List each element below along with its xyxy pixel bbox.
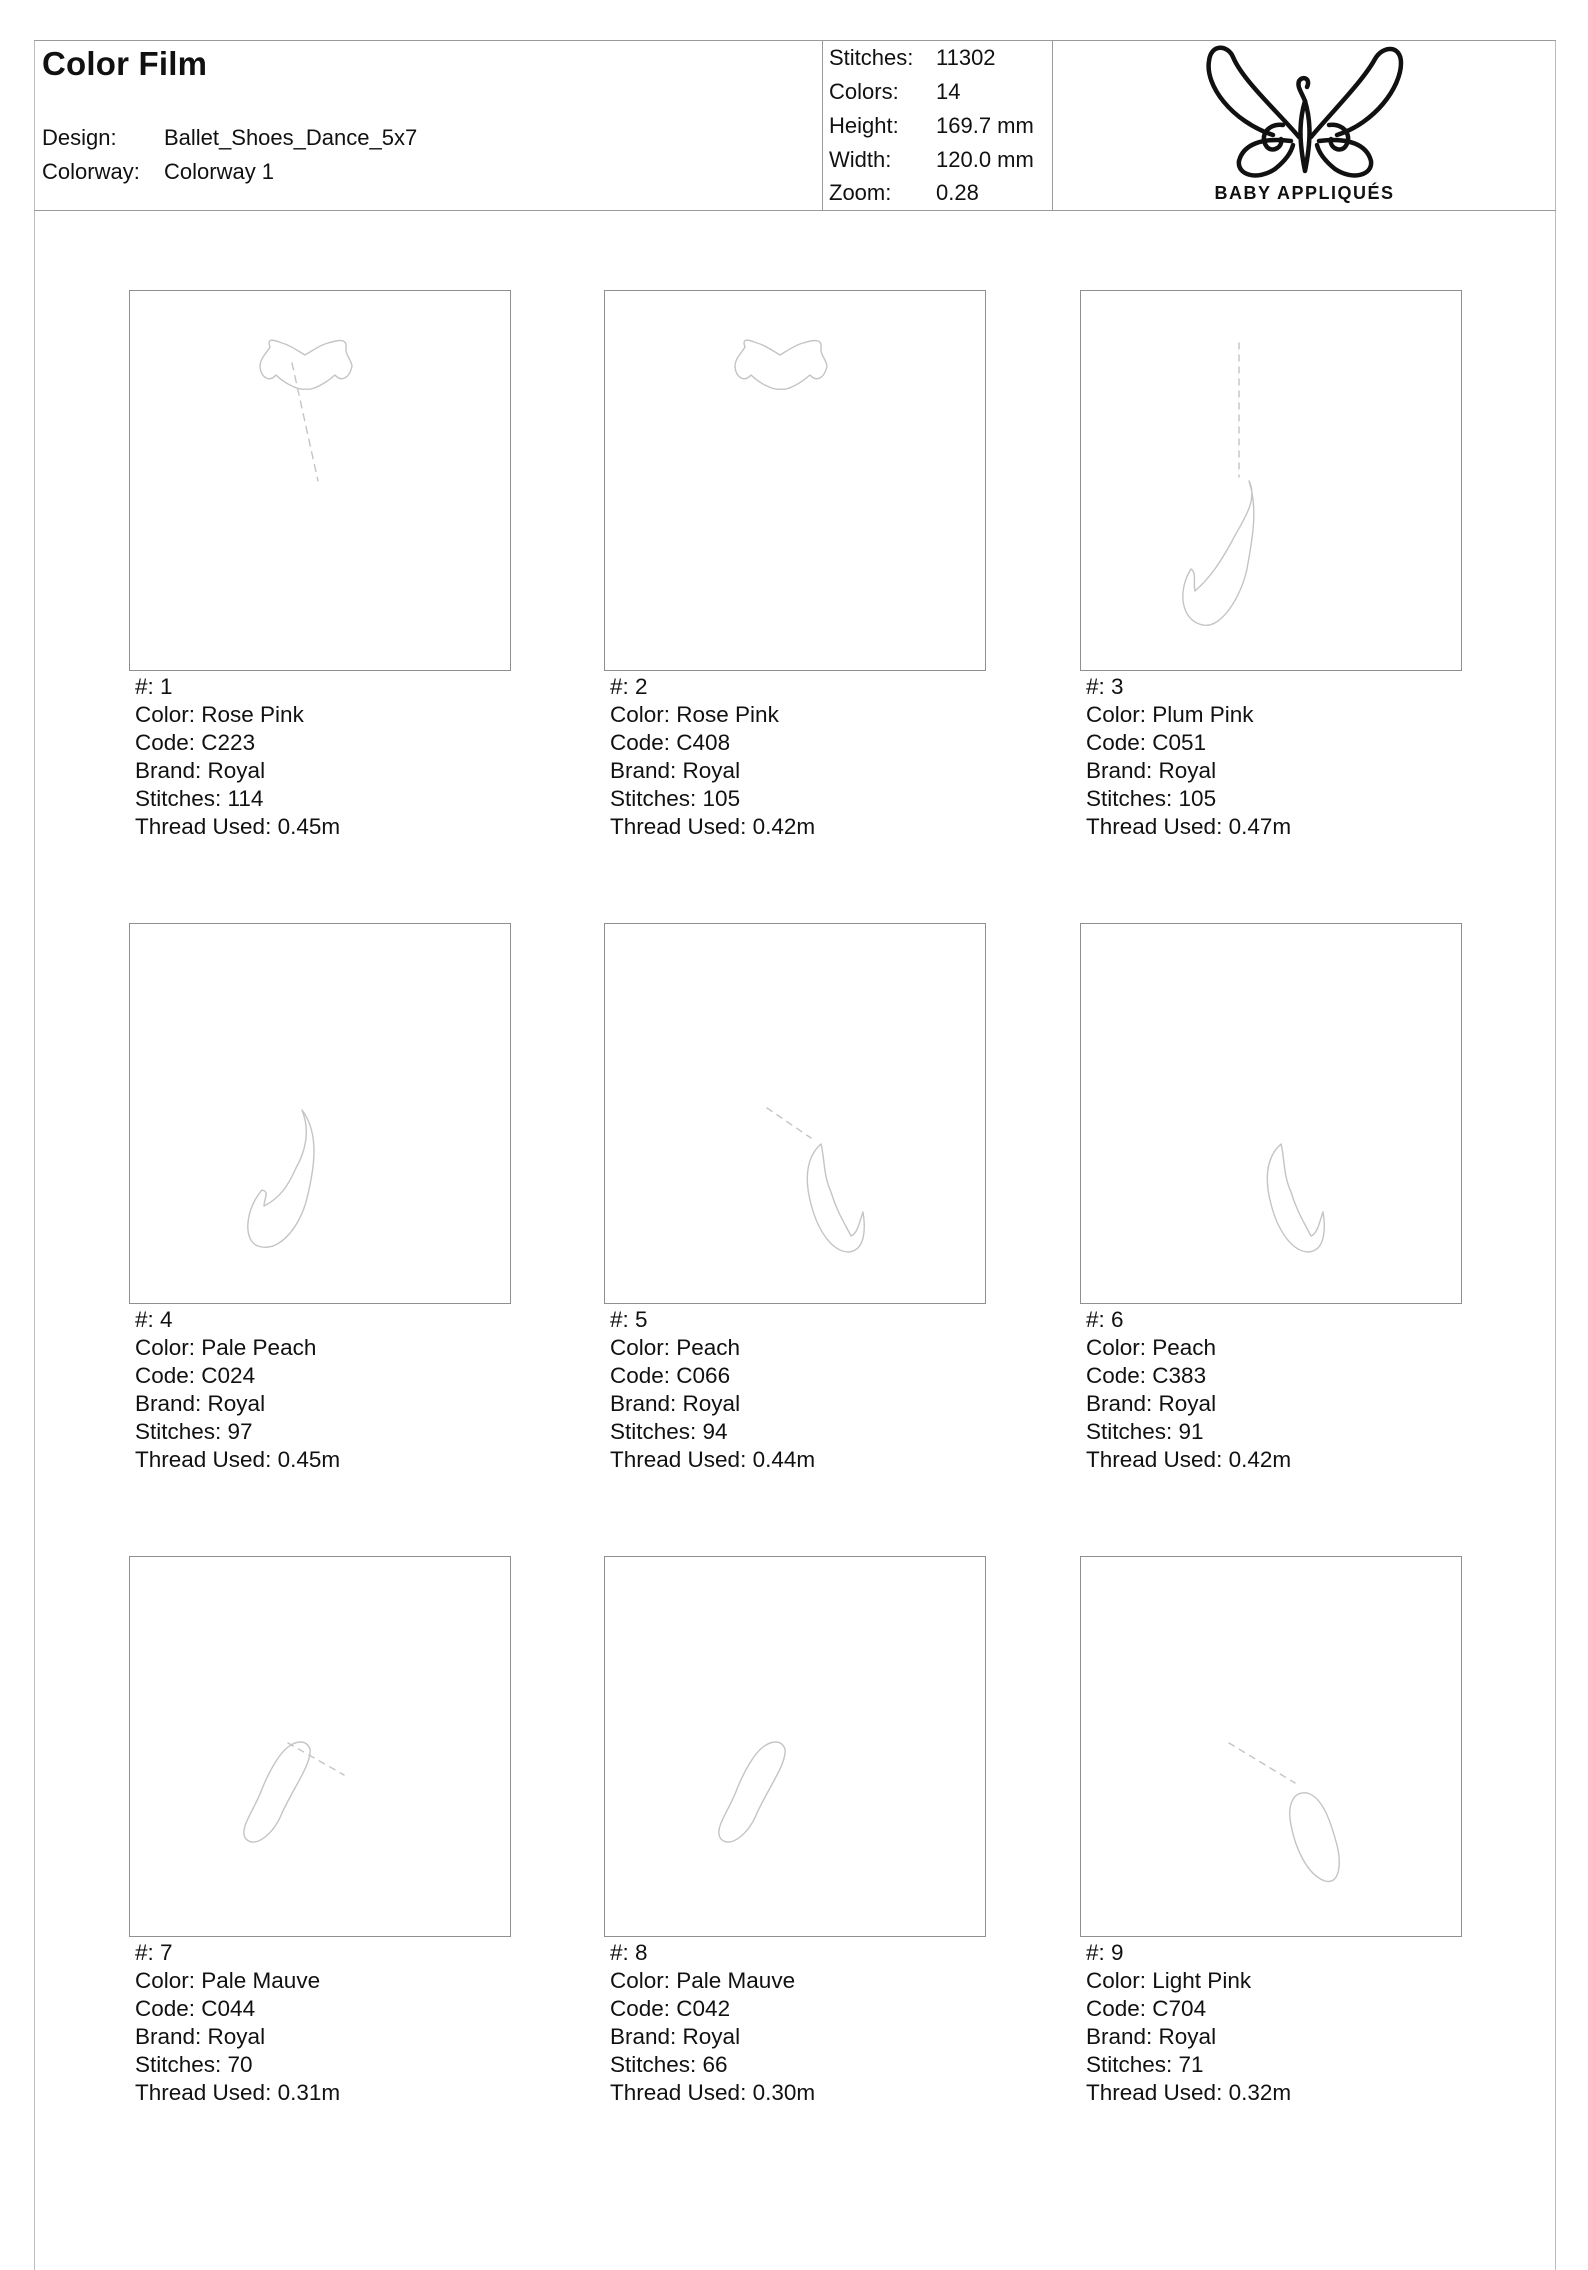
thread-brand: Brand: Royal bbox=[135, 758, 266, 783]
thread-stitches: Stitches: 97 bbox=[135, 1419, 253, 1444]
stat-label: Colors: bbox=[829, 79, 899, 104]
stat-zoom bbox=[829, 176, 979, 210]
butterfly-logo-icon bbox=[1053, 41, 1556, 210]
thread-color: Color: Rose Pink bbox=[610, 702, 779, 727]
brand-logo bbox=[1053, 41, 1556, 210]
stat-value: 14 bbox=[936, 79, 961, 104]
stat-stitches bbox=[829, 41, 996, 75]
thread-code: Code: C383 bbox=[1086, 1363, 1207, 1388]
thread-color: Color: Pale Mauve bbox=[610, 1968, 796, 1993]
stitch-preview bbox=[129, 290, 511, 671]
thread-used: Thread Used: 0.45m bbox=[135, 1447, 341, 1472]
thread-number: #: 6 bbox=[1086, 1307, 1124, 1332]
stitch-outline-icon bbox=[130, 1557, 512, 1938]
stat-colors bbox=[829, 75, 960, 109]
stat-value: 169.7 mm bbox=[936, 113, 1034, 138]
thread-code: Code: C704 bbox=[1086, 1996, 1207, 2021]
thread-color: Color: Peach bbox=[610, 1335, 741, 1360]
thread-number: #: 8 bbox=[610, 1940, 648, 1965]
stitch-outline-icon bbox=[1081, 291, 1463, 672]
stitch-outline-icon bbox=[605, 1557, 987, 1938]
thread-code: Code: C051 bbox=[1086, 730, 1207, 755]
thread-brand: Brand: Royal bbox=[1086, 1391, 1217, 1416]
thread-color: Color: Pale Mauve bbox=[135, 1968, 321, 1993]
stat-height bbox=[829, 109, 1034, 143]
thread-stitches: Stitches: 91 bbox=[1086, 1419, 1204, 1444]
thread-code: Code: C066 bbox=[610, 1363, 731, 1388]
thread-code: Code: C044 bbox=[135, 1996, 256, 2021]
thread-stitches: Stitches: 71 bbox=[1086, 2052, 1204, 2077]
stat-value: 120.0 mm bbox=[936, 147, 1034, 172]
stitch-outline-icon bbox=[130, 924, 512, 1305]
thread-used: Thread Used: 0.47m bbox=[1086, 814, 1292, 839]
thread-number: #: 9 bbox=[1086, 1940, 1124, 1965]
thread-brand: Brand: Royal bbox=[1086, 758, 1217, 783]
thread-number: #: 2 bbox=[610, 674, 648, 699]
thread-info bbox=[610, 673, 986, 841]
thread-number: #: 5 bbox=[610, 1307, 648, 1332]
stat-label: Height: bbox=[829, 113, 899, 138]
thread-info bbox=[610, 1939, 986, 2107]
thread-info bbox=[135, 673, 511, 841]
design-row bbox=[42, 125, 417, 151]
stitch-outline-icon bbox=[1081, 1557, 1463, 1938]
thread-info bbox=[135, 1306, 511, 1474]
design-stats bbox=[822, 41, 1053, 210]
stitch-preview bbox=[129, 1556, 511, 1937]
thread-used: Thread Used: 0.42m bbox=[610, 814, 816, 839]
thread-color: Color: Light Pink bbox=[1086, 1968, 1252, 1993]
stitch-preview bbox=[604, 290, 986, 671]
stitch-preview bbox=[129, 923, 511, 1304]
thread-brand: Brand: Royal bbox=[610, 2024, 741, 2049]
colorway-value: Colorway 1 bbox=[164, 159, 275, 184]
thread-used: Thread Used: 0.42m bbox=[1086, 1447, 1292, 1472]
thread-brand: Brand: Royal bbox=[135, 2024, 266, 2049]
thread-stitches: Stitches: 94 bbox=[610, 1419, 728, 1444]
page-title: Color Film bbox=[42, 45, 208, 82]
thread-code: Code: C024 bbox=[135, 1363, 256, 1388]
thread-used: Thread Used: 0.45m bbox=[135, 814, 341, 839]
thread-color: Color: Peach bbox=[1086, 1335, 1217, 1360]
thread-brand: Brand: Royal bbox=[135, 1391, 266, 1416]
thread-number: #: 4 bbox=[135, 1307, 173, 1332]
design-label: Design: bbox=[42, 125, 117, 150]
thread-stitches: Stitches: 105 bbox=[610, 786, 741, 811]
thread-info bbox=[135, 1939, 511, 2107]
thread-code: Code: C408 bbox=[610, 730, 731, 755]
stitch-preview bbox=[1080, 290, 1462, 671]
thread-color: Color: Plum Pink bbox=[1086, 702, 1254, 727]
stat-label: Width: bbox=[829, 147, 892, 172]
stat-width bbox=[829, 143, 1034, 177]
stitch-outline-icon bbox=[130, 291, 512, 672]
stitch-outline-icon bbox=[605, 291, 987, 672]
thread-used: Thread Used: 0.31m bbox=[135, 2080, 341, 2105]
thread-number: #: 1 bbox=[135, 674, 173, 699]
stitch-preview bbox=[1080, 1556, 1462, 1937]
thread-info bbox=[1086, 1939, 1462, 2107]
colorway-label: Colorway: bbox=[42, 159, 140, 184]
thread-stitches: Stitches: 114 bbox=[135, 786, 264, 811]
thread-info bbox=[610, 1306, 986, 1474]
color-film-header bbox=[34, 40, 1556, 211]
stat-label: Stitches: bbox=[829, 45, 914, 70]
thread-used: Thread Used: 0.30m bbox=[610, 2080, 816, 2105]
thread-info bbox=[1086, 1306, 1462, 1474]
stat-label: Zoom: bbox=[829, 180, 892, 205]
thread-brand: Brand: Royal bbox=[1086, 2024, 1217, 2049]
stitch-outline-icon bbox=[1081, 924, 1463, 1305]
stitch-preview bbox=[1080, 923, 1462, 1304]
thread-color: Color: Rose Pink bbox=[135, 702, 304, 727]
thread-stitches: Stitches: 70 bbox=[135, 2052, 253, 2077]
design-info bbox=[34, 41, 822, 210]
thread-number: #: 3 bbox=[1086, 674, 1124, 699]
thread-brand: Brand: Royal bbox=[610, 758, 741, 783]
colorway-row bbox=[42, 159, 274, 185]
stitch-outline-icon bbox=[605, 924, 987, 1305]
stitch-preview bbox=[604, 923, 986, 1304]
thread-used: Thread Used: 0.32m bbox=[1086, 2080, 1292, 2105]
thread-used: Thread Used: 0.44m bbox=[610, 1447, 816, 1472]
thread-number: #: 7 bbox=[135, 1940, 173, 1965]
design-value: Ballet_Shoes_Dance_5x7 bbox=[164, 125, 418, 150]
thread-brand: Brand: Royal bbox=[610, 1391, 741, 1416]
thread-info bbox=[1086, 673, 1462, 841]
thread-color: Color: Pale Peach bbox=[135, 1335, 317, 1360]
stat-value: 11302 bbox=[936, 45, 996, 70]
stitch-preview bbox=[604, 1556, 986, 1937]
thread-code: Code: C042 bbox=[610, 1996, 731, 2021]
stat-value: 0.28 bbox=[936, 180, 979, 205]
thread-stitches: Stitches: 105 bbox=[1086, 786, 1217, 811]
thread-stitches: Stitches: 66 bbox=[610, 2052, 728, 2077]
thread-code: Code: C223 bbox=[135, 730, 256, 755]
logo-text: BABY APPLIQUÉS bbox=[1214, 183, 1395, 203]
